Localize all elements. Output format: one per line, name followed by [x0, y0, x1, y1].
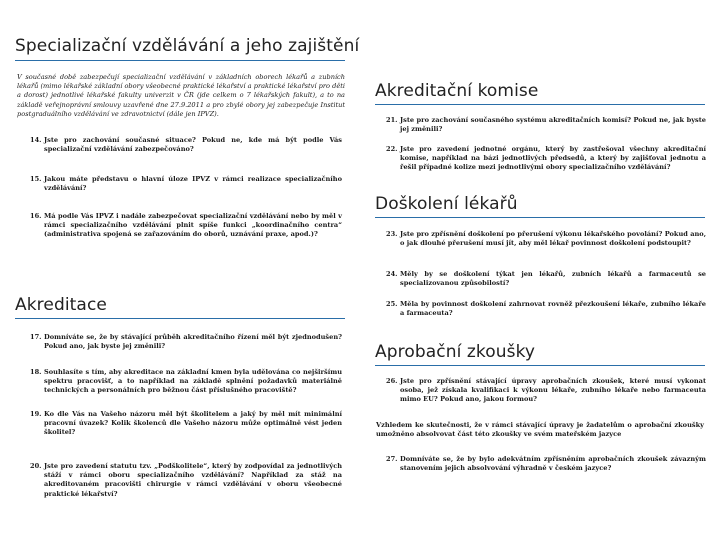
question-text: Souhlasíte s tím, aby akreditace na základní kmen byla udělována co nejširšímu spektru pracovišť, a to například na základě splnění požadavků materiálně technických a personálních pro běžnou část příslušného pracoviště? — [44, 368, 342, 395]
question-text: Jste pro zpřísnění doškolení po přerušení výkonu lékařského povolání? Pokud ano, o jak dlouhé přerušení musí jít, aby měl lékař povinnost doškolení podstoupit? — [400, 230, 706, 248]
komise-rule — [375, 104, 705, 105]
question-27 — [386, 455, 706, 473]
question-14 — [30, 136, 342, 154]
question-text: Ko dle Vás na Vašeho názoru měl být školitelem a jaký by měl mít minimální pracovní úvazek? Kolik školenců dle Vašeho názoru může optimálně vést jeden školitel? — [44, 410, 342, 437]
intro-paragraph — [17, 73, 345, 119]
page-title: Specializační vzdělávání a jeho zajištění — [15, 36, 360, 56]
question-text: Jste pro zachování současné situace? Pokud ne, kde má být podle Vás specializační vzdělávání zabezpečováno? — [44, 136, 342, 154]
aprobacni-rule — [375, 365, 705, 366]
question-text: Jste pro zavedení statutu tzv. „Podškolitele“, který by zodpovídal za jednotlivých stáží v rámci oboru specializačního vzdělávání? Například za stáž na akreditovaném pracovišti chirurgie v rámci vzdělávání v oboru všeobecné praktické lékařství? — [44, 462, 342, 498]
question-22 — [386, 145, 706, 173]
question-text: Měla by povinnost doškolení zahrnovat rovněž přezkoušení lékaře, zubního lékaře a farmaceuta? — [400, 300, 706, 318]
question-number: 15. — [30, 175, 42, 183]
question-24 — [386, 270, 706, 288]
intro-text: V současné době zabezpečují specializační vzdělávání v základních oborech lékařů a zubních lékařů (mimo lékařské základní obory všeobecné praktické lékařství a praktické lékařství pro děti a dorost) jednotlivé lékařské fakulty univerzit v ČR (jde celkem o 7 lékařských fakult), a to na základě veřejnoprávní smlouvy uzavřené dne 27.9.2011 a pro zbylé obory — [17, 73, 345, 109]
intro-text-underlined: jej zabezpečuje Institut postgraduálního vzdělávání ve zdravotnictví (dále jen IPVZ). — [17, 100, 346, 118]
question-number: 24. — [386, 270, 398, 278]
question-18 — [30, 368, 342, 396]
question-23 — [386, 230, 706, 248]
question-number: 14. — [30, 136, 42, 144]
akreditace-rule — [15, 318, 345, 319]
question-number: 17. — [30, 333, 42, 341]
question-26 — [386, 377, 706, 405]
title-rule — [15, 60, 345, 61]
question-number: 23. — [386, 230, 398, 238]
section-title-komise: Akreditační komise — [375, 81, 539, 101]
question-text: Jste pro zavedení jednotné orgánu, který by zastřešoval všechny akreditační komise, například na bázi jednotlivých předsedů, a který by zajišťoval jednotu a řešil případné kolize mezi jednotlivými obory specializačního vzdělávání? — [400, 145, 706, 172]
question-number: 27. — [386, 455, 398, 463]
question-25 — [386, 300, 706, 318]
question-number: 20. — [30, 462, 42, 470]
question-text: Domníváte se, že by stávající průběh akreditačního řízení měl být zjednodušen? Pokud ano, jak byste jej změnili? — [44, 333, 342, 351]
question-number: 16. — [30, 212, 42, 220]
question-text: Domníváte se, že by bylo adekvátním zpřísněním aprobačních zkoušek závazným stanovením jejich absolvování výhradně v českém jazyce? — [400, 455, 706, 473]
question-text: Jste pro zachování současného systému akreditačních komisí? Pokud ne, jak byste jej změnili? — [400, 116, 706, 134]
question-20 — [30, 462, 342, 499]
aprobacni-note: Vzhledem ke skutečnosti, že v rámci stávající úpravy je žadatelům o aprobační zkoušky umožněno absolvovat část této zkoušky ve svém mateřském jazyce — [376, 421, 704, 439]
question-text: Má podle Vás IPVZ i nadále zabezpečovat specializační vzdělávání nebo by měl v rámci specializačního vzdělávání plnit spíše funkci „koordinačního centra“ (administrativa spojená se zařazováním do oborů, uznávání praxe, apod.)? — [44, 212, 342, 239]
section-title-akreditace: Akreditace — [15, 295, 107, 315]
question-text: Měly by se doškolení týkat jen lékařů, zubních lékařů a farmaceutů se specializovanou způsobilostí? — [400, 270, 706, 288]
question-19 — [30, 410, 342, 438]
question-number: 21. — [386, 116, 398, 124]
question-16 — [30, 212, 342, 240]
question-text: Jakou máte představu o hlavní úloze IPVZ v rámci realizace specializačního vzdělávání? — [44, 175, 342, 193]
question-number: 18. — [30, 368, 42, 376]
question-21 — [386, 116, 706, 134]
question-number: 25. — [386, 300, 398, 308]
section-title-doskoleni: Doškolení lékařů — [375, 194, 518, 214]
question-17 — [30, 333, 342, 351]
section-title-aprobacni: Aprobační zkoušky — [375, 342, 536, 362]
question-number: 19. — [30, 410, 42, 418]
question-number: 22. — [386, 145, 398, 153]
doskoleni-rule — [375, 217, 705, 218]
question-number: 26. — [386, 377, 398, 385]
question-15 — [30, 175, 342, 193]
question-text: Jste pro zpřísnění stávající úpravy aprobačních zkoušek, které musí vykonat osoba, jež získala kvalifikaci k výkonu lékaře, zubního lékaře nebo farmaceuta mimo EU? Pokud ano, jakou formou? — [400, 377, 706, 404]
